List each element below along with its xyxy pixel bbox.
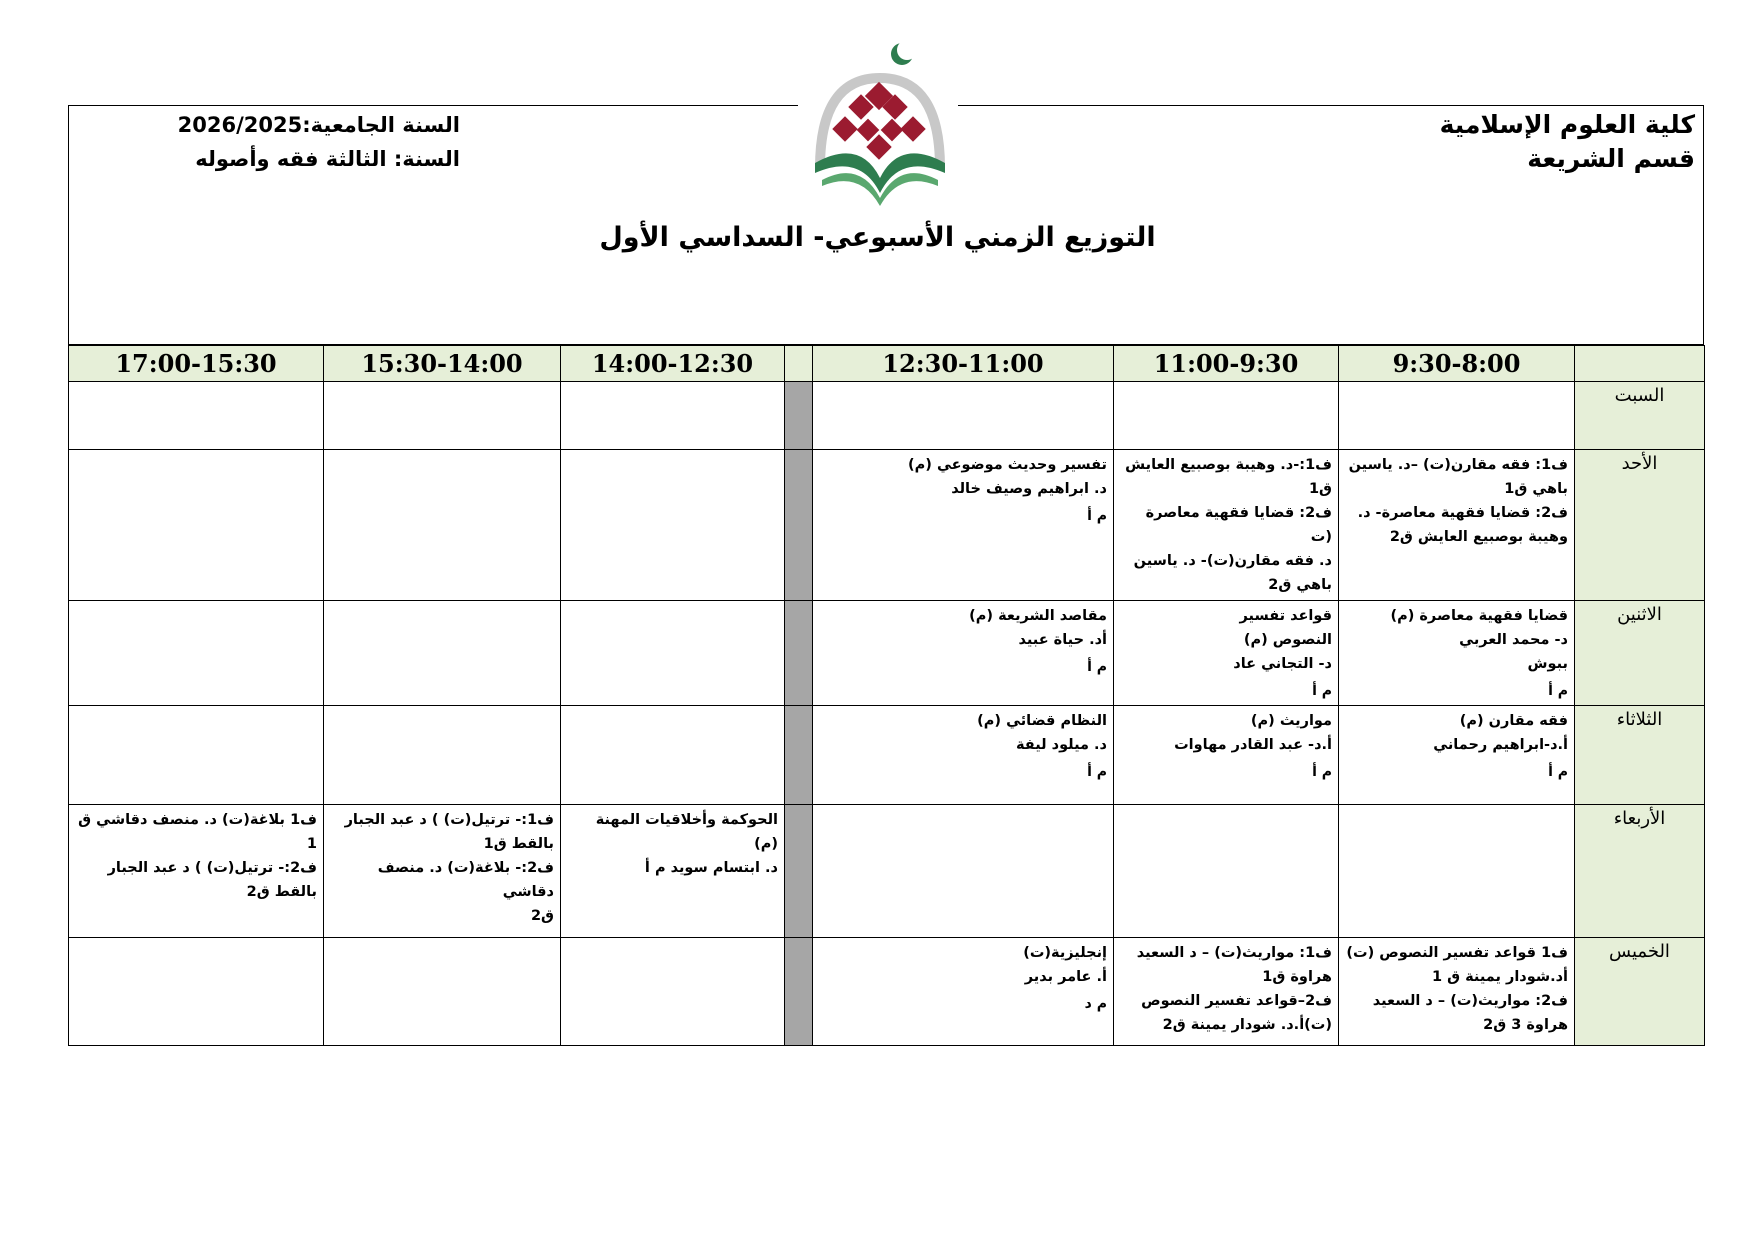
schedule-cell xyxy=(561,938,785,1046)
break-column xyxy=(785,601,813,706)
course-line: قضايا فقهية معاصرة (م) xyxy=(1390,608,1568,624)
faculty-header xyxy=(1440,108,1695,176)
schedule-cell xyxy=(324,938,561,1046)
schedule-cell xyxy=(69,706,324,805)
schedule-cell xyxy=(324,601,561,706)
course-line: ف1:- ترتيل(ت) ) د عبد الجبار xyxy=(344,812,554,828)
schedule-cell xyxy=(1339,706,1575,805)
schedule-cell xyxy=(1339,601,1575,706)
schedule-row xyxy=(69,805,1705,938)
course-line: ف1 بلاغة(ت) د. منصف دقاشي ق xyxy=(78,812,317,828)
course-line: قواعد تفسير xyxy=(1239,608,1332,624)
day-name: الأحد xyxy=(1575,450,1705,601)
course-line: د. ابراهيم وصيف خالد xyxy=(951,481,1107,497)
schedule-cell xyxy=(813,450,1114,601)
schedule-row xyxy=(69,382,1705,450)
course-line: هراوة ق1 xyxy=(1262,969,1332,985)
schedule-cell xyxy=(561,450,785,601)
schedule-row xyxy=(69,601,1705,706)
course-line: مقاصد الشريعة (م) xyxy=(969,608,1107,624)
schedule-cell xyxy=(69,450,324,601)
course-line: د- محمد العربي xyxy=(1459,632,1568,648)
course-line: باهي ق2 xyxy=(1268,577,1332,593)
schedule-cell xyxy=(813,706,1114,805)
course-line: ف2: قضايا فقهية معاصرة (ت xyxy=(1145,505,1332,545)
time-slot-header: 12:30-11:00 xyxy=(813,346,1114,382)
schedule-cell xyxy=(324,450,561,601)
day-name: الأربعاء xyxy=(1575,805,1705,938)
schedule-cell xyxy=(69,938,324,1046)
schedule-cell xyxy=(813,601,1114,706)
course-line: أد.شودار يمينة ق 1 xyxy=(1431,969,1568,985)
hall-label: م أ xyxy=(1087,659,1107,675)
day-name: الاثنين xyxy=(1575,601,1705,706)
course-line: ق1 xyxy=(1308,481,1332,497)
course-line: فقه مقارن (م) xyxy=(1459,713,1568,729)
schedule-cell xyxy=(1114,450,1339,601)
hall-label: م أ xyxy=(1548,764,1568,780)
course-line: أد. حياة عبيد xyxy=(1018,632,1107,648)
course-line: الحوكمة وأخلاقيات المهنة xyxy=(595,812,778,828)
hall-label: م أ xyxy=(1087,764,1107,780)
schedule-row xyxy=(69,706,1705,805)
day-name: الخميس xyxy=(1575,938,1705,1046)
course-line: ق2 xyxy=(530,908,554,924)
course-line: ف2: مواريث(ت) – د السعيد xyxy=(1372,993,1568,1009)
break-column xyxy=(785,450,813,601)
course-line: (ت)أ.د. شودار يمينة ق2 xyxy=(1162,1017,1332,1033)
page-title: التوزيع الزمني الأسبوعي- السداسي الأول xyxy=(599,222,1156,253)
course-line: باهي ق1 xyxy=(1504,481,1568,497)
course-line: د- التجاني عاد xyxy=(1233,656,1332,672)
schedule-cell xyxy=(1114,706,1339,805)
schedule-table xyxy=(68,345,1705,1046)
course-line: ف2:- ترتيل(ت) ) د عبد الجبار xyxy=(107,860,317,876)
course-line: ف1: مواريث(ت) – د السعيد xyxy=(1136,945,1332,961)
hall-label: م أ xyxy=(1312,683,1332,699)
schedule-cell xyxy=(1114,938,1339,1046)
time-slot-header: 17:00-15:30 xyxy=(69,346,324,382)
break-column xyxy=(785,938,813,1046)
course-line: ف1:-د. وهيبة بوصبيع العايش xyxy=(1125,457,1332,473)
course-line: إنجليزية(ت) xyxy=(1023,945,1107,961)
schedule-cell xyxy=(69,382,324,450)
hall-label: م أ xyxy=(1548,683,1568,699)
schedule-cell xyxy=(1339,450,1575,601)
day-name: الثلاثاء xyxy=(1575,706,1705,805)
faculty-name: كلية العلوم الإسلامية xyxy=(1439,110,1695,139)
time-slot-header: 9:30-8:00 xyxy=(1339,346,1575,382)
course-line: 1 xyxy=(306,836,317,852)
university-logo xyxy=(800,38,960,208)
course-line: د. فقه مقارن(ت)- د. ياسين xyxy=(1133,553,1332,569)
course-line: تفسير وحديث موضوعي (م) xyxy=(908,457,1107,473)
schedule-row xyxy=(69,938,1705,1046)
study-level: السنة: الثالثة فقه وأصوله xyxy=(195,147,460,171)
course-line: بالقط ق1 xyxy=(483,836,554,852)
hall-label: م أ xyxy=(1312,764,1332,780)
time-slot-header: 15:30-14:00 xyxy=(324,346,561,382)
time-slot-header: 14:00-12:30 xyxy=(561,346,785,382)
course-line: النصوص (م) xyxy=(1243,632,1332,648)
schedule-cell xyxy=(813,938,1114,1046)
course-line: ف2:- بلاغة(ت) د. منصف دقاشي xyxy=(377,860,554,900)
course-line: هراوة 3 ق2 xyxy=(1483,1017,1568,1033)
hall-label: م د xyxy=(1084,996,1107,1012)
course-line: النظام قضائي (م) xyxy=(977,713,1107,729)
schedule-cell xyxy=(813,382,1114,450)
year-header xyxy=(160,108,460,176)
department-name: قسم الشريعة xyxy=(1527,144,1695,173)
corner-cell xyxy=(1575,346,1705,382)
time-slot-header: 11:00-9:30 xyxy=(1114,346,1339,382)
schedule-cell xyxy=(1339,805,1575,938)
course-line: مواريث (م) xyxy=(1250,713,1332,729)
schedule-cell xyxy=(561,706,785,805)
schedule-cell xyxy=(69,805,324,938)
schedule-cell xyxy=(561,601,785,706)
schedule-cell xyxy=(69,601,324,706)
break-column xyxy=(785,382,813,450)
course-line: أ.د-ابراهيم رحماني xyxy=(1433,737,1568,753)
schedule-cell xyxy=(324,382,561,450)
course-line: ف1 قواعد تفسير النصوص (ت) xyxy=(1346,945,1568,961)
schedule-cell xyxy=(1114,601,1339,706)
schedule-cell xyxy=(1339,382,1575,450)
course-line: وهيبة بوصبيع العايش ق2 xyxy=(1389,529,1568,545)
schedule-cell xyxy=(561,805,785,938)
course-line: أ. عامر بدير xyxy=(1024,969,1107,985)
academic-year: السنة الجامعية:2026/2025 xyxy=(177,113,460,137)
course-line: ف1: فقه مقارن(ت) –د. ياسين xyxy=(1348,457,1568,473)
course-line: بالقط ق2 xyxy=(246,884,317,900)
schedule-cell xyxy=(324,706,561,805)
break-column xyxy=(785,805,813,938)
course-line: د. ابتسام سويد م أ xyxy=(644,860,778,876)
day-name: السبت xyxy=(1575,382,1705,450)
break-column xyxy=(785,706,813,805)
course-line: د. ميلود ليفة xyxy=(1016,737,1107,753)
course-line: ف2: قضايا فقهية معاصرة- د. xyxy=(1357,505,1568,521)
schedule-cell xyxy=(1114,382,1339,450)
schedule-cell xyxy=(561,382,785,450)
course-line: (م) xyxy=(754,836,778,852)
course-line: أ.د- عبد القادر مهاوات xyxy=(1174,737,1332,753)
schedule-cell xyxy=(813,805,1114,938)
schedule-row xyxy=(69,450,1705,601)
course-line: ف2–قواعد تفسير النصوص xyxy=(1141,993,1332,1009)
schedule-cell xyxy=(1339,938,1575,1046)
schedule-cell xyxy=(1114,805,1339,938)
schedule-cell xyxy=(324,805,561,938)
break-header xyxy=(785,346,813,382)
course-line: ببوش xyxy=(1527,656,1568,672)
hall-label: م أ xyxy=(1087,508,1107,524)
time-header-row xyxy=(69,346,1705,382)
